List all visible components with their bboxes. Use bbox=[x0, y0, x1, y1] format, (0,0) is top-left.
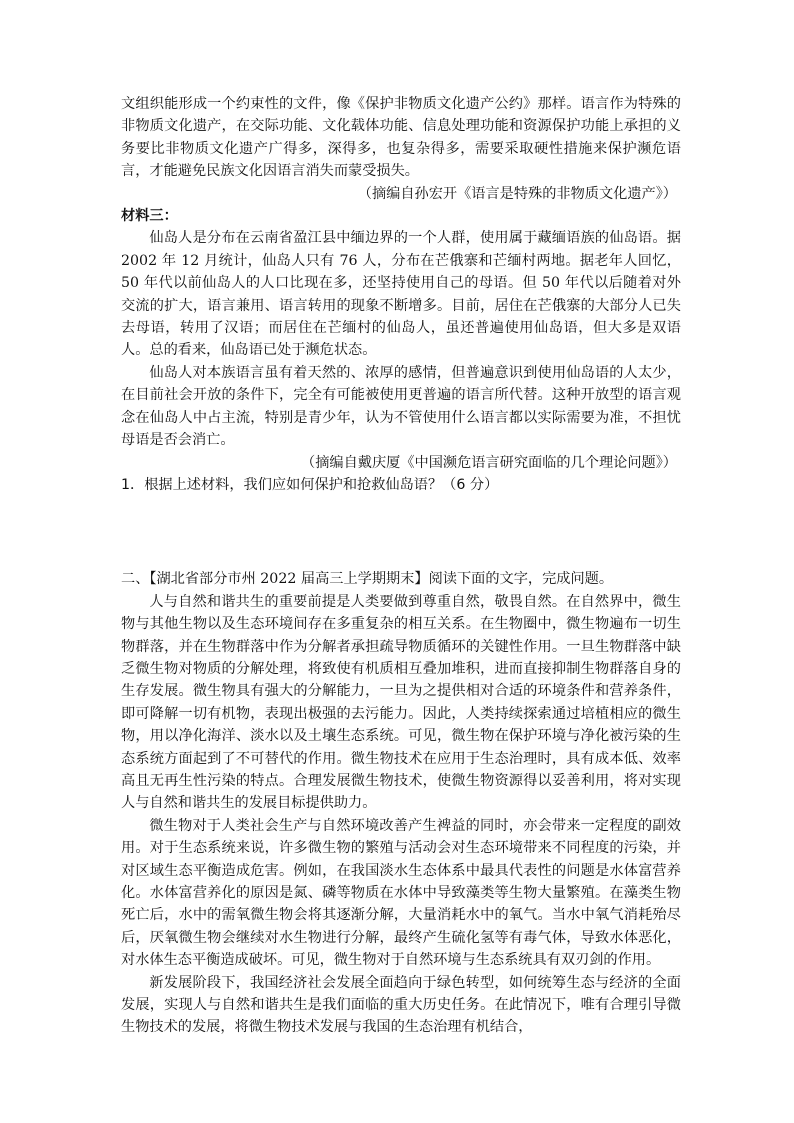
material3-paragraph-2: 仙岛人对本族语言虽有着天然的、浓厚的感情，但普遍意识到使用仙岛语的人太少，在目前社会开放的条件下，完全有可能被使用更普遍的语言所代替。这种开放型的语言观念在仙岛人中占主流，特别是青少年，认为不管使用什么语言都以实际需要为准，不担忧母语是否会消亡。 bbox=[121, 364, 681, 449]
document-body bbox=[121, 93, 681, 1039]
section2-paragraph-2: 微生物对于人类社会生产与自然环境改善产生裨益的同时，亦会带来一定程度的副效用。对于生态系统来说，许多微生物的繁殖与活动会对生态环境带来不同程度的污染，并对区域生态平衡造成危害。例如，在我国淡水生态体系中最具代表性的问题是水体富营养化。水体富营养化的原因是氮、磷等物质在水体中导致藻类等生物大量繁殖。在藻类生物死亡后，水中的需氧微生物会将其逐渐分解，大量消耗水中的氧气。当水中氧气消耗殆尽后，厌氧微生物会继续对水生物进行分解，最终产生硫化氢等有毒气体，导致水体恶化，对水体生态平衡造成破坏。可见，微生物对于自然环境与生态系统具有双刃剑的作用。 bbox=[121, 817, 681, 969]
material3-heading: 材料三： bbox=[121, 208, 178, 225]
section2-paragraph-1: 人与自然和谐共生的重要前提是人类要做到尊重自然，敬畏自然。在自然界中，微生物与其他生物以及生态环境间存在多重复杂的相互关系。在生物圈中，微生物遍布一切生物群落，并在生物群落中作为分解者承担疏导物质循环的关键性作用。一旦生物群落中缺乏微生物对物质的分解处理，将致使有机质相互叠加堆积，进而直接抑制生物群落自身的生存发展。微生物具有强大的分解能力，一旦为之提供相对合适的环境条件和营养条件，即可降解一切有机物，表现出极强的去污能力。因此，人类持续探索通过培植相应的微生物，用以净化海洋、淡水以及土壤生态系统。可见，微生物在保护环境与净化被污染的生态系统方面起到了不可替代的作用。微生物技术在应用于生态治理时，具有成本低、效率高且无再生性污染的特点。合理发展微生物技术，使微生物资源得以妥善利用，将对实现人与自然和谐共生的发展目标提供助力。 bbox=[121, 593, 681, 812]
material3-source: （摘编自戴庆厦《中国濒危语言研究面临的几个理论问题》） bbox=[301, 454, 677, 471]
section2-heading: 二、【湖北省部分市州 2022 届高三上学期期末】阅读下面的文字，完成问题。 bbox=[121, 571, 614, 588]
material2-source: （摘编自孙宏开《语言是特殊的非物质文化遗产》） bbox=[357, 185, 677, 202]
section2-paragraph-3: 新发展阶段下，我国经济社会发展全面趋向于绿色转型，如何统筹生态与经济的全面发展，实现人与自然和谐共生是我们面临的重大历史任务。在此情况下，唯有合理引导微生物技术的发展，将微生物技术发展与我国的生态治理有机结合， bbox=[121, 974, 681, 1036]
question-1: 1．根据上述材料，我们应如何保护和抢救仙岛语？（6 分） bbox=[121, 476, 499, 493]
material2-tail-paragraph: 文组织能形成一个约束性的文件，像《保护非物质文化遗产公约》那样。语言作为特殊的非物质文化遗产，在交际功能、文化载体功能、信息处理功能和资源保护功能上承担的义务要比非物质文化遗产广得多，深得多，也复杂得多，需要采取硬性措施来保护濒危语言，才能避免民族文化因语言消失而蒙受损失。 bbox=[121, 96, 681, 180]
material3-paragraph-1: 仙岛人是分布在云南省盈江县中缅边界的一个人群，使用属于藏缅语族的仙岛语。据 2002 年 12 月统计，仙岛人只有 76 人，分布在芒俄寨和芒缅村两地。据老年人回忆，50 年代以前仙岛人的人口比现在多，还坚持使用自己的母语。但 50 年代以后随着对外交流的扩大，语言兼用、语言转用的现象不断增多。目前，居住在芒俄寨的大部分人已失去母语，转用了汉语；而居住在芒缅村的仙岛人，虽还普遍使用仙岛语，但大多是双语人。总的看来，仙岛语已处于濒危状态。 bbox=[121, 230, 681, 359]
answer-space bbox=[121, 496, 681, 568]
